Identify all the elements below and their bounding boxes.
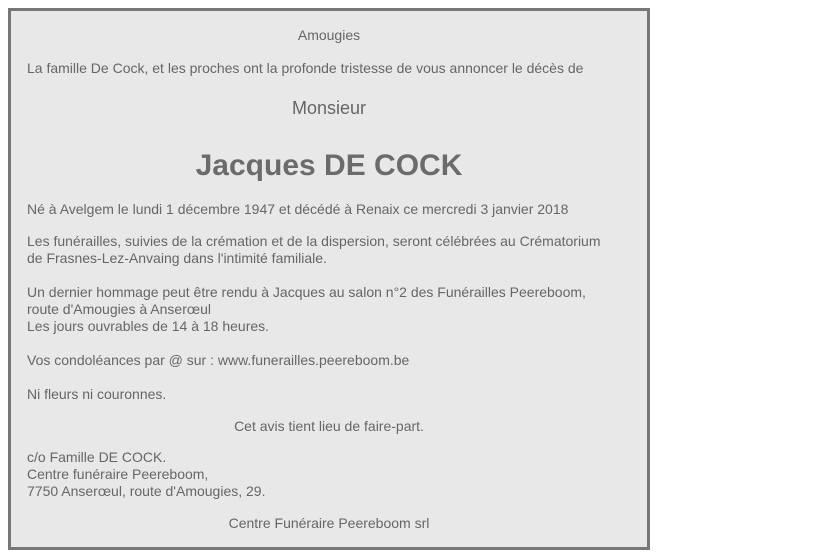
address-line2: Centre funéraire Peereboom,	[27, 466, 209, 482]
tribute-text-line2: route d'Amougies à Anserœul	[27, 301, 211, 317]
funeral-text-line2: de Frasnes-Lez-Anvaing dans l'intimité familiale.	[27, 250, 327, 266]
deceased-name: Jacques DE COCK	[195, 149, 463, 182]
address-line1: c/o Famille DE COCK.	[27, 449, 167, 465]
funeral-text-line1: Les funérailles, suivies de la crémation et de la dispersion, seront célébrées au Crématorium	[27, 233, 601, 249]
faire-part-text: Cet avis tient lieu de faire-part.	[234, 418, 424, 434]
place-name: Amougies	[297, 27, 361, 43]
obituary-notice	[8, 8, 650, 550]
birth-death-text: Né à Avelgem le lundi 1 décembre 1947 et décédé à Renaix ce mercredi 3 janvier 2018	[27, 201, 569, 217]
honorific: Monsieur	[291, 98, 367, 118]
tribute-text-line1: Un dernier hommage peut être rendu à Jacques au salon n°2 des Funérailles Peereboom,	[27, 284, 586, 300]
intro-text: La famille De Cock, et les proches ont la profonde tristesse de vous annoncer le décès de	[27, 60, 584, 76]
tribute-text-line3: Les jours ouvrables de 14 à 18 heures.	[27, 318, 270, 334]
condolences-text: Vos condoléances par @ sur : www.funerailles.peereboom.be	[27, 352, 410, 368]
footer-text: Centre Funéraire Peereboom srl	[228, 515, 430, 531]
address-line3: 7750 Anserœul, route d'Amougies, 29.	[27, 483, 266, 499]
no-flowers-text: Ni fleurs ni couronnes.	[27, 386, 167, 402]
